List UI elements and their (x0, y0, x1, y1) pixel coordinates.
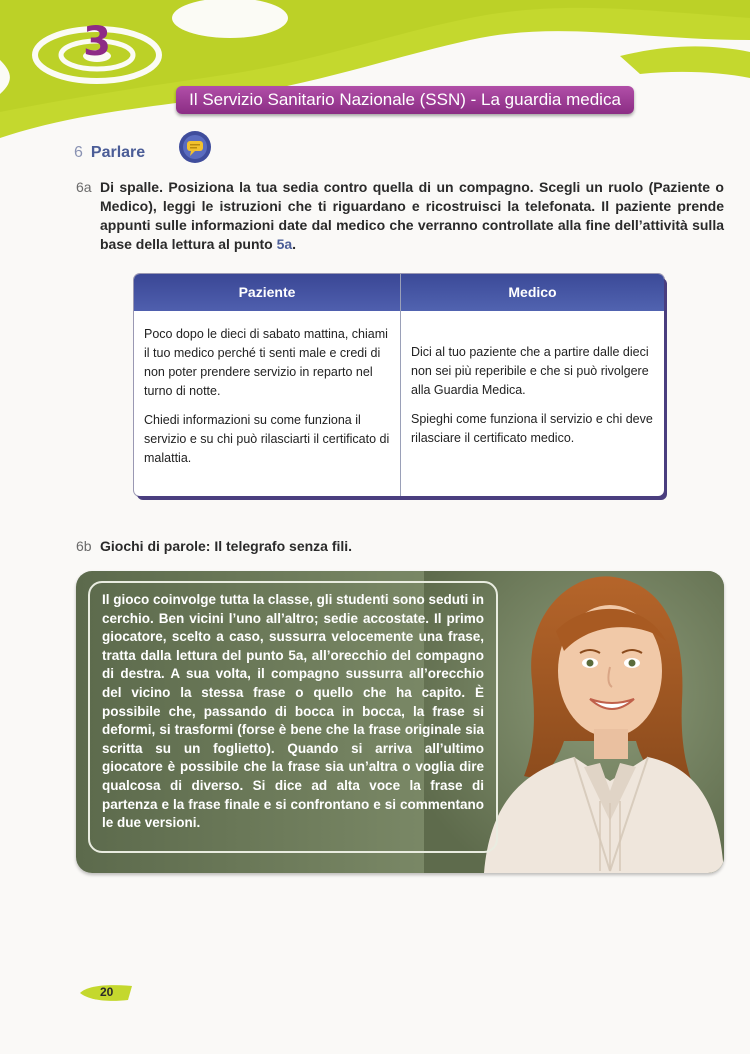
game-box (76, 571, 724, 873)
role-instruction: Poco dopo le dieci di sabato mattina, chiami il tuo medico perché ti senti male e credi di non poter prendere servizio in reparto nel turno di notte. (144, 327, 388, 398)
role-column-medico (401, 274, 664, 496)
role-instruction: Spieghi come funziona il servizio e chi deve rilasciare il certificato medico. (411, 412, 653, 445)
roles-table (134, 274, 664, 496)
role-instruction: Chiedi informazioni su come funziona il servizio e su chi può rilasciarti il certificato di malattia. (144, 413, 390, 465)
chapter-banner: Il Servizio Sanitario Nazionale (SSN) - La guardia medica (176, 86, 634, 114)
page-number: 20 (100, 985, 114, 999)
exercise-title: Giochi di parole: Il telegrafo senza fili. (100, 538, 353, 554)
role-header-paziente: Paziente (134, 274, 400, 311)
exercise-number: 6a (76, 179, 92, 195)
section-heading (74, 144, 145, 162)
speech-bubble-icon (178, 130, 212, 164)
exercise-6a (76, 178, 724, 254)
exercise-instructions: Di spalle. Posiziona la tua sedia contro quella di un compagno. Scegli un ruolo (Paziente o Medico), leggi le istruzioni che ti riguardano e ricostruisci la telefonata. Il paziente prende appunti sulle informazioni date dal medico che verranno controllate alla fine dell’attività sulla base della lettura al punto 5a. (100, 179, 724, 252)
reference-link: 5a (276, 236, 293, 252)
role-header-medico: Medico (401, 274, 664, 311)
role-column-paziente (134, 274, 401, 496)
exercise-number: 6b (76, 538, 92, 554)
section-number: 6 (74, 144, 83, 161)
role-instruction: Dici al tuo paziente che a partire dalle dieci non sei più reperibile e che si può rivolgere alla Guardia Medica. (411, 345, 649, 397)
section-title: Parlare (90, 144, 146, 161)
game-instructions: Il gioco coinvolge tutta la classe, gli studenti sono seduti in cerchio. Ben vicini l’uno all’altro; sedie accostate. Il primo giocatore, scelto a caso, sussurra velocemente una frase, tratta dalla lettura del punto 5a, all’orecchio del compagno di destra. A sua volta, il compagno sussurra all’orecchio del vicino la stessa frase o quello che ha capito. È possibile che, passando di bocca in bocca, la frase si deformi, si trasformi (forse è bene che la frase originale sia scritta su un foglietto). Quando si arriva all’ultimo giocatore è possibile che la frase sia un’altra o voglia dire qualcosa di diverso. Si dice ad alta voce la frase di partenza e la frase finale e si confrontano e si commentano le due versioni. (88, 581, 498, 853)
unit-number: 3 (83, 19, 111, 65)
exercise-6b (76, 537, 724, 556)
